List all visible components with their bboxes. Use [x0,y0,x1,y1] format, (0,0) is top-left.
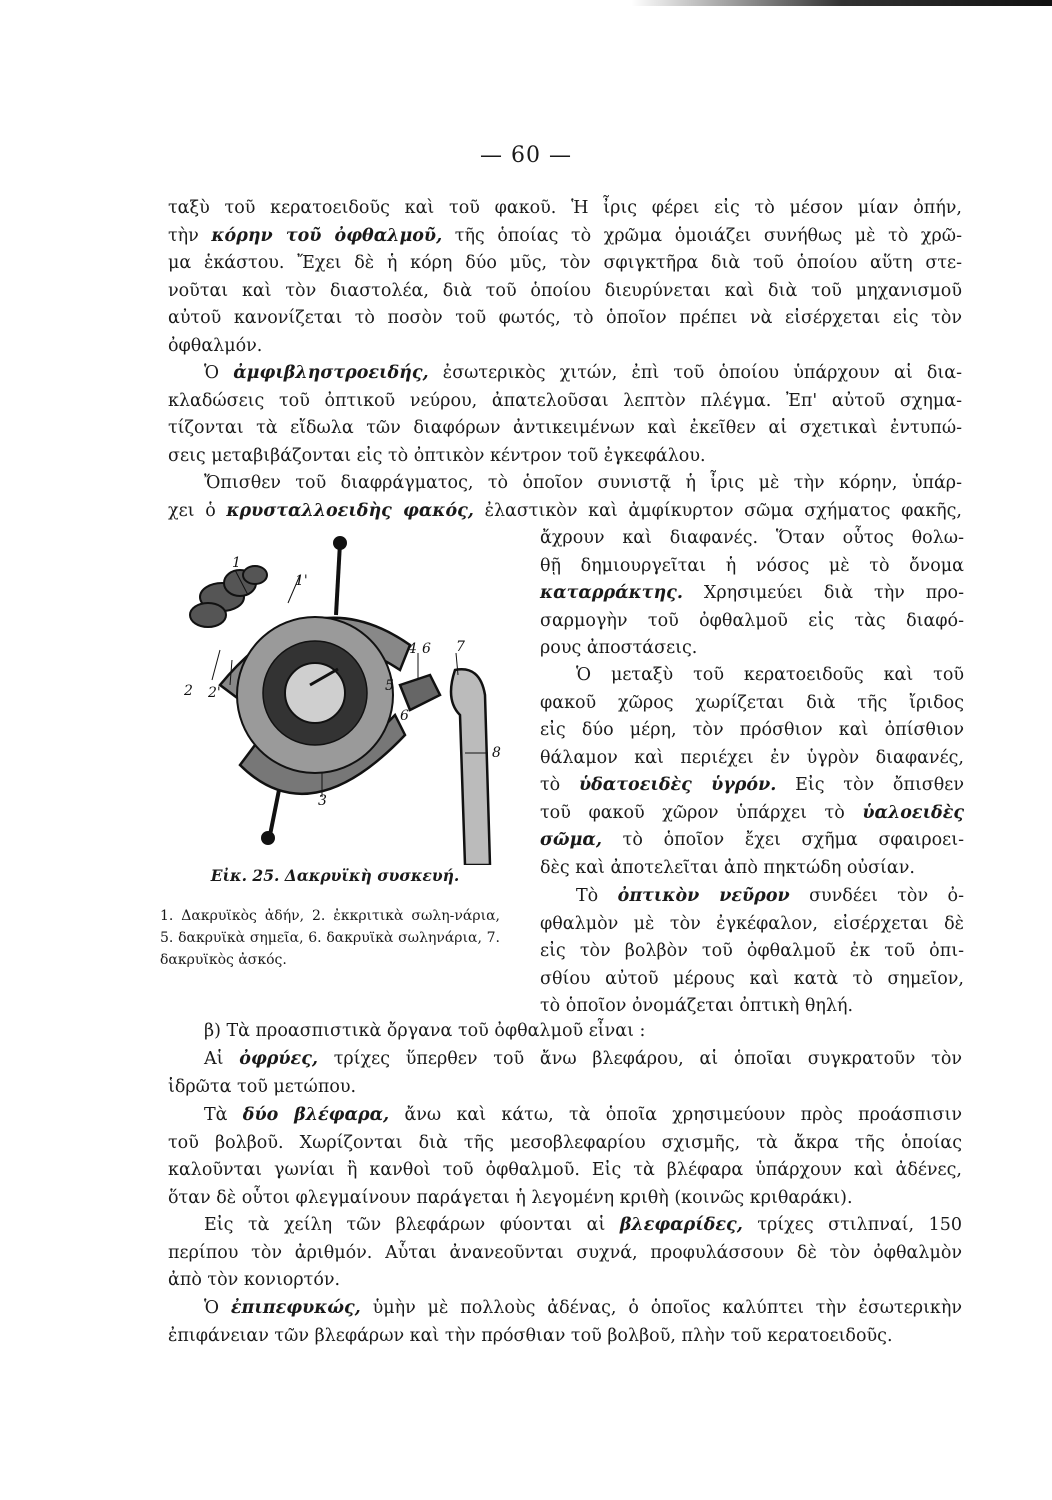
text-line: φακοῦ χῶρος χωρίζεται διὰ τῆς ἴριδος [540,692,964,713]
text-line: τὴν κόρην τοῦ ὀφθαλμοῦ, τῆς ὁποίας τὸ χρῶμα ὁμοιάζει συνήθως μὲ τὸ χρῶ- [168,225,962,246]
text-line: τοῦ βολβοῦ. Χωρίζονται διὰ τῆς μεσοβλεφαρίου σχισμῆς, τὰ ἄκρα τῆς ὁποίας [168,1132,962,1153]
page-number: — 60 — [480,143,572,168]
text-line: σθίου αὐτοῦ μέρους καὶ κατὰ τὸ σημεῖον, [540,968,964,989]
figure-label: 2' [208,685,221,701]
paragraph-eyebrows [168,1046,962,1101]
text-line: δὲς καὶ ἀποτελεῖται ἀπὸ πηκτώδη οὐσίαν. [540,857,915,878]
text-line: θάλαμον καὶ περιέχει ἐν ὑγρὸν διαφανές, [540,747,964,768]
keyword: ὑδατοειδὲς ὑγρόν. [578,775,777,795]
keyword: βλεφαρίδες, [619,1215,743,1235]
text-line: ἱδρῶτα τοῦ μετώπου. [168,1076,357,1097]
text-line: β) Τὰ προασπιστικὰ ὄργανα τοῦ ὀφθαλμοῦ εἶναι : [204,1021,646,1041]
text-line: θῇ δημιουργεῖται ἡ νόσος μὲ τὸ ὄνομα [540,555,964,576]
text-line: Αἱ ὀφρύες, τρίχες ὕπερθεν τοῦ ἄνω βλεφάρου, αἱ ὁποῖαι συγκρατοῦν τὸν [204,1049,962,1069]
text-line: ἄχρουν καὶ διαφανές. Ὅταν οὗτος θολω- [540,528,964,548]
keyword: ἀμφιβληστροειδής, [233,363,429,383]
eyeball [237,617,393,773]
text-line: Εἰς τὰ χείλη τῶν βλεφάρων φύονται αἱ βλεφαρίδες, τρίχες στιλπναί, 150 [204,1215,962,1235]
paragraph-eyelashes [168,1212,962,1295]
text-line: μα ἑκάστου. Ἔχει δὲ ἡ κόρη δύο μῦς, τὸν σφιγκτῆρα διὰ τοῦ ὁποίου αὕτη στε- [168,253,962,273]
text-line: Ὁ μεταξὺ τοῦ κερατοειδοῦς καὶ τοῦ [576,665,964,685]
text-line: περίπου τὸν ἀριθμόν. Αὗται ἀνανεοῦνται συχνά, προφυλάσσουν δὲ τὸν ὀφθαλμὸν [168,1242,962,1263]
keyword: καταρράκτης. [540,583,683,603]
text-line: νοῦται καὶ τὸν διαστολέα, διὰ τοῦ ὁποίου διευρύνεται καὶ διὰ τοῦ μηχανισμοῦ [168,280,962,301]
text-line: καλοῦνται γωνίαι ἢ κανθοὶ τοῦ ὀφθαλμοῦ. Εἰς τὰ βλέφαρα ὑπάρχουν καὶ ἀδένες, [168,1160,962,1180]
keyword: κόρην τοῦ ὀφθαλμοῦ, [211,225,443,246]
text-line: τὸ ὑδατοειδὲς ὑγρόν. Εἰς τὸν ὄπισθεν [540,775,964,795]
paragraph-lens-continued [540,525,964,663]
text-line: Τὰ δύο βλέφαρα, ἄνω καὶ κάτω, τὰ ὁποῖα χρησιμεύουν πρὸς προάσπισιν [204,1105,962,1125]
paragraph-chambers [540,662,964,882]
paragraph-retina [168,360,962,470]
text-line: Ὁ ἀμφιβληστροειδής, ἐσωτερικὸς χιτών, ἐπὶ τοῦ ὁποίου ὑπάρχουν αἱ δια- [204,363,962,383]
keyword: σῶμα, [540,830,602,850]
figure-label: 1' [295,573,308,589]
text-line: Ὁ ἐπιπεφυκώς, ὑμὴν μὲ πολλοὺς ἀδένας, ὁ ὁποῖος καλύπτει τὴν ἐσωτερικὴν [204,1298,962,1318]
text-line: ρους ἀποστάσεις. [540,638,698,658]
text-line: κλαδώσεις τοῦ ὀπτικοῦ νεύρου, ἀπατελοῦσαι λεπτὸν πλέγμα. Ἐπ' αὐτοῦ σχημα- [168,390,962,411]
figure-label: 4 [408,641,417,657]
keyword: ἐπιπεφυκώς, [230,1298,361,1318]
keyword: κρυσταλλοειδὴς φακός, [226,500,474,521]
text-line: εἰς δύο μέρη, τὸν πρόσθιον καὶ ὀπίσθιον [540,720,964,740]
text-line: χει ὁ κρυσταλλοειδὴς φακός, ἐλαστικὸν καὶ ἀμφίκυρτον σῶμα σχήματος φακῆς, [168,500,962,521]
paragraph-eyelids [168,1102,962,1212]
paragraph-conjunctiva [168,1295,962,1350]
text-line: ταξὺ τοῦ κερατοειδοῦς καὶ τοῦ φακοῦ. Ἡ ἶρις φέρει εἰς τὸ μέσον μίαν ὀπήν, [168,198,962,218]
figure-label: 8 [492,745,501,761]
text-line: αὐτοῦ κανονίζεται τὸ ποσὸν τοῦ φωτός, τὸ ὁποῖον πρέπει νὰ εἰσέρχεται εἰς τὸν [168,308,962,328]
paragraph-optic-nerve [540,883,964,1021]
lacrimal-sac [400,669,490,865]
figure-title: Εἰκ. 25. Δακρυϊκὴ συσκευή. [210,866,460,885]
text-line: σῶμα, τὸ ὁποῖον ἔχει σχῆμα σφαιροει- [540,830,964,850]
keyword: ὑαλοειδὲς [862,802,964,823]
keyword: ὀπτικὸν νεῦρον [617,886,790,906]
figure-label: 7 [456,639,465,655]
keyword: ὀφρύες, [239,1049,318,1069]
text-line: Τὸ ὀπτικὸν νεῦρον συνδέει τὸν ὀ- [576,886,964,906]
text-line: τίζονται τὰ εἴδωλα τῶν διαφόρων ἀντικειμένων καὶ ἐκεῖθεν αἱ σχετικαὶ ἐντυπώ- [168,418,962,438]
text-line: εἰς τὸν βολβὸν τοῦ ὀφθαλμοῦ ἐκ τοῦ ὀπι- [540,941,964,961]
paragraph-iris [168,195,962,360]
lacrimal-apparatus-figure [160,535,510,865]
text-line: καταρράκτης. Χρησιμεύει διὰ τὴν προ- [540,583,964,603]
figure-label: 1 [232,555,241,571]
text-line: ἀπὸ τὸν κονιορτόν. [168,1270,341,1290]
text-line: τοῦ φακοῦ χῶρον ὑπάρχει τὸ ὑαλοειδὲς [540,802,964,823]
text-line: φθαλμὸν μὲ τὸν ἐγκέφαλον, εἰσέρχεται δὲ [540,913,964,934]
keyword: δύο βλέφαρα, [242,1105,390,1125]
paragraph-lens [168,470,962,525]
lacrimal-gland [190,566,267,627]
text-line: σεις μεταβιβάζονται εἰς τὸ ὀπτικὸν κέντρον τοῦ ἐγκεφάλου. [168,445,706,466]
text-line: Ὄπισθεν τοῦ διαφράγματος, τὸ ὁποῖον συνιστᾷ ἡ ἶρις μὲ τὴν κόρην, ὑπάρ- [204,473,962,493]
figure-label: 6 [400,708,409,724]
figure-label: 3 [318,793,327,809]
figure-label: 5 [385,678,394,694]
text-line: τὸ ὁποῖον ὀνομάζεται ὀπτικὴ θηλή. [540,996,854,1016]
text-line: ὅταν δὲ οὗτοι φλεγμαίνουν παράγεται ἡ λεγομένη κριθὴ (κοινῶς κριθαράκι). [168,1187,853,1208]
figure-caption: 1. Δακρυϊκὸς ἀδήν, 2. ἐκκριτικὰ σωλη-νάρια, 5. δακρυϊκὰ σημεῖα, 6. δακρυϊκὰ σωληνάρια, 7. δακρυϊκὸς ἀσκός. [160,908,500,968]
text-line: ὀφθαλμόν. [168,335,263,356]
figure-label: 6 [422,641,431,657]
text-line: ἐπιφάνειαν τῶν βλεφάρων καὶ τὴν πρόσθιαν τοῦ βολβοῦ, πλὴν τοῦ κερατοειδοῦς. [168,1325,893,1346]
paragraph-protective-organs [168,1018,962,1046]
figure-label: 2 [184,683,193,699]
scan-edge-shadow [0,0,1052,6]
text-line: σαρμογὴν τοῦ ὀφθαλμοῦ εἰς τὰς διαφό- [540,610,964,631]
